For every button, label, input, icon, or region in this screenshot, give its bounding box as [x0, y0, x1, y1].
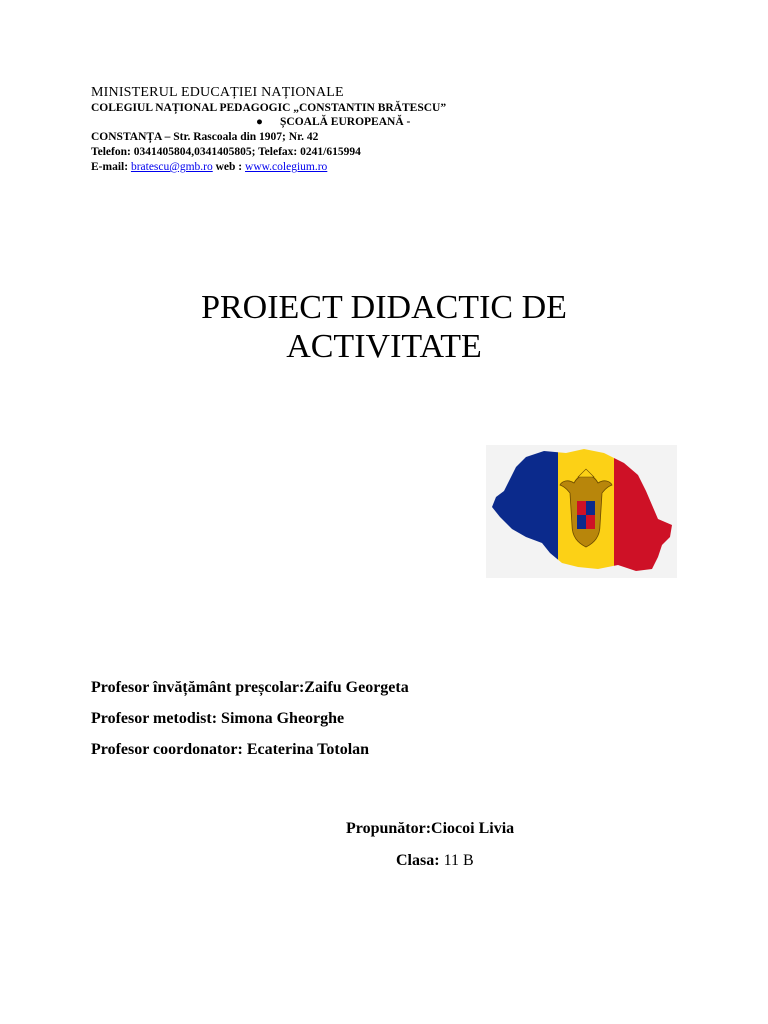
document-title	[0, 288, 768, 366]
staff-list	[91, 678, 409, 771]
romania-flag-map-image	[486, 445, 677, 578]
ministry-name: MINISTERUL EDUCAȚIEI NAȚIONALE	[91, 85, 344, 100]
flag-red-band	[614, 445, 677, 578]
title-line-1: PROIECT DIDACTIC DE	[201, 289, 567, 326]
european-school: ȘCOALĂ EUROPEANĂ -	[280, 116, 411, 128]
email-label: E-mail:	[91, 161, 129, 173]
email-link[interactable]: bratescu@gmb.ro	[130, 161, 213, 173]
title-line-2: ACTIVITATE	[286, 328, 482, 365]
address: CONSTANȚA – Str. Rascoala din 1907; Nr. 42	[91, 131, 319, 143]
methodist-teacher: Profesor metodist: Simona Gheorghe	[91, 710, 345, 727]
class-value: 11 B	[443, 852, 474, 869]
college-name: COLEGIUL NAȚIONAL PEDAGOGIC „CONSTANTIN BRĂTESCU”	[91, 102, 447, 114]
flag-blue-band	[486, 445, 558, 578]
coordinator-teacher: Profesor coordonator: Ecaterina Totolan	[91, 741, 370, 758]
contact-row	[91, 160, 691, 175]
proposer: Propunător:Ciocoi Livia	[346, 820, 515, 837]
class-row	[396, 852, 474, 870]
class-label: Clasa:	[396, 852, 440, 869]
phone: Telefon: 0341405804,0341405805; Telefax: 0241/615994	[91, 146, 361, 158]
preschool-teacher: Profesor învățământ preșcolar:Zaifu Georgeta	[91, 679, 409, 696]
web-link[interactable]: www.colegium.ro	[245, 161, 328, 173]
european-school-row	[91, 115, 691, 130]
romania-flag-map-icon	[486, 445, 677, 578]
bullet-icon: ●	[256, 116, 263, 128]
letterhead	[91, 84, 691, 175]
web-label: web :	[215, 161, 243, 173]
